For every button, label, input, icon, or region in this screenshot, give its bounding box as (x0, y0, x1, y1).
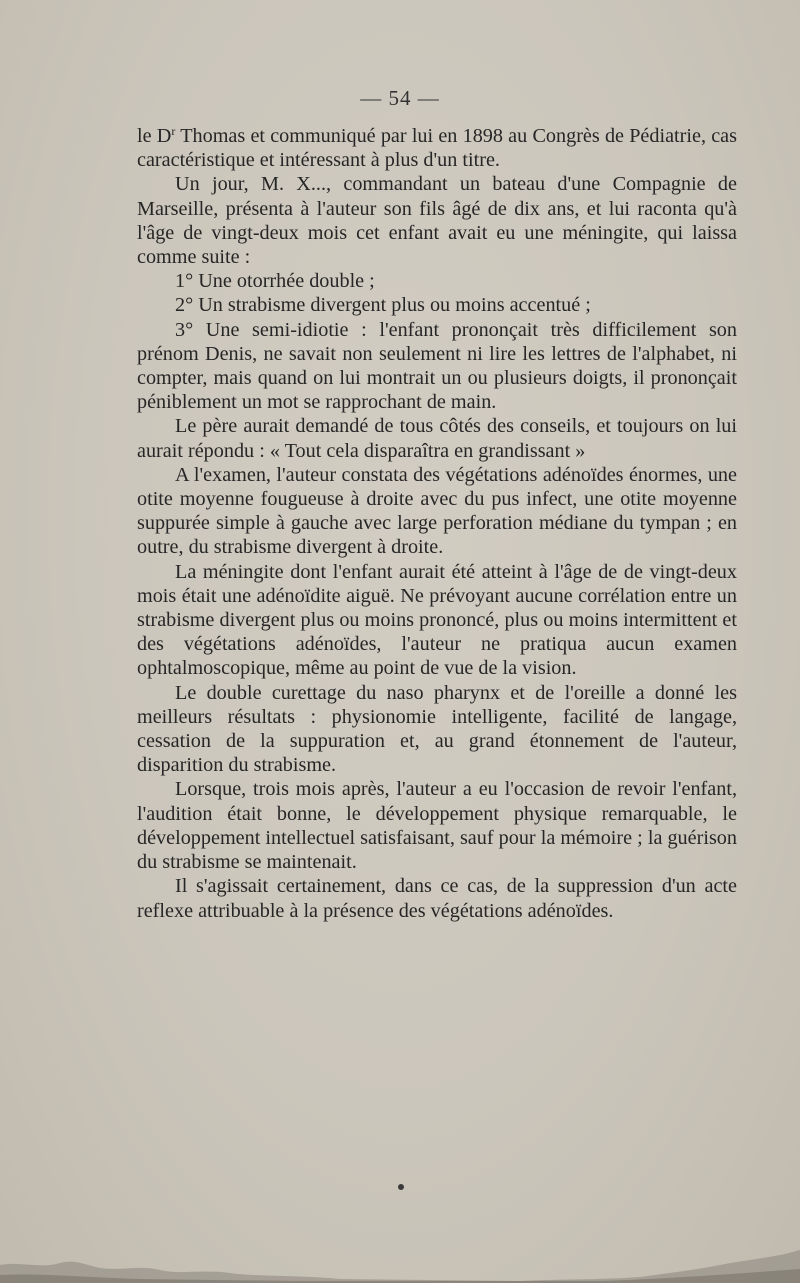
paragraph-1-prefix: le D (137, 125, 172, 147)
list-item-3: 3° Une semi-idiotie : l'enfant prononçait très difficilement son prénom Denis, ne savait non seulement ni lire les lettres de l'alphabet, ni compter, mais quand on lui montrait un ou plusieurs doigts, il prononçait péniblement un mot se rapprochant de main. (137, 318, 737, 414)
superscript-r: r (171, 124, 176, 138)
page-bottom-wear (0, 1235, 800, 1283)
paragraph-2: Un jour, M. X..., commandant un bateau d'une Compagnie de Marseille, présenta à l'auteur son fils âgé de dix ans, et lui raconta qu'à l'âge de vingt-deux mois cet enfant avait eu une méningite, qui laissa comme suite : (137, 173, 737, 269)
paragraph-1 (137, 124, 737, 172)
paragraph-8: Il s'agissait certainement, dans ce cas, de la suppression d'un acte reflexe attribuable à la présence des végétations adénoïdes. (137, 875, 737, 922)
paragraph-3: Le père aurait demandé de tous côtés des conseils, et toujours on lui aurait répondu : « Tout cela disparaîtra en grandissant » (137, 415, 737, 462)
list-item-1: 1° Une otorrhée double ; (175, 270, 375, 293)
paragraph-6: Le double curettage du naso pharynx et de l'oreille a donné les meilleurs résultats : physionomie intelligente, facilité de langage, cessation de la suppuration et, au grand étonnement de l'auteur, disparition du strabisme. (137, 681, 737, 777)
paragraph-5: La méningite dont l'enfant aurait été atteint à l'âge de de vingt-deux mois était une adénoïdite aiguë. Ne prévoyant aucune corrélation entre un strabisme divergent plus ou moins prononcé, plus ou moins intermittent et des végétations adénoïdes, l'auteur ne pratiqua aucun examen ophtalmoscopique, même au point de vue de la vision. (137, 560, 737, 680)
paragraph-4: A l'examen, l'auteur constata des végétations adénoïdes énormes, une otite moyenne fougueuse à droite avec du pus infect, une otite moyenne suppurée simple à gauche avec large perforation médiane du tympan ; en outre, du strabisme divergent à droite. (137, 463, 737, 559)
body-text (137, 124, 737, 923)
list-item-2: 2° Un strabisme divergent plus ou moins accentué ; (175, 294, 591, 317)
paragraph-7: Lorsque, trois mois après, l'auteur a eu l'occasion de revoir l'enfant, l'audition était bonne, le développement physique remarquable, le développement intellectuel satisfaisant, sauf pour la mémoire ; la guérison du strabisme se maintenait. (137, 778, 737, 874)
ink-dot (398, 1184, 404, 1190)
page-number: — 54 — (360, 86, 440, 110)
paragraph-1-text: Thomas et communiqué par lui en 1898 au Congrès de Pédiatrie, cas caractéristique et intéressant à plus d'un titre. (137, 125, 737, 172)
